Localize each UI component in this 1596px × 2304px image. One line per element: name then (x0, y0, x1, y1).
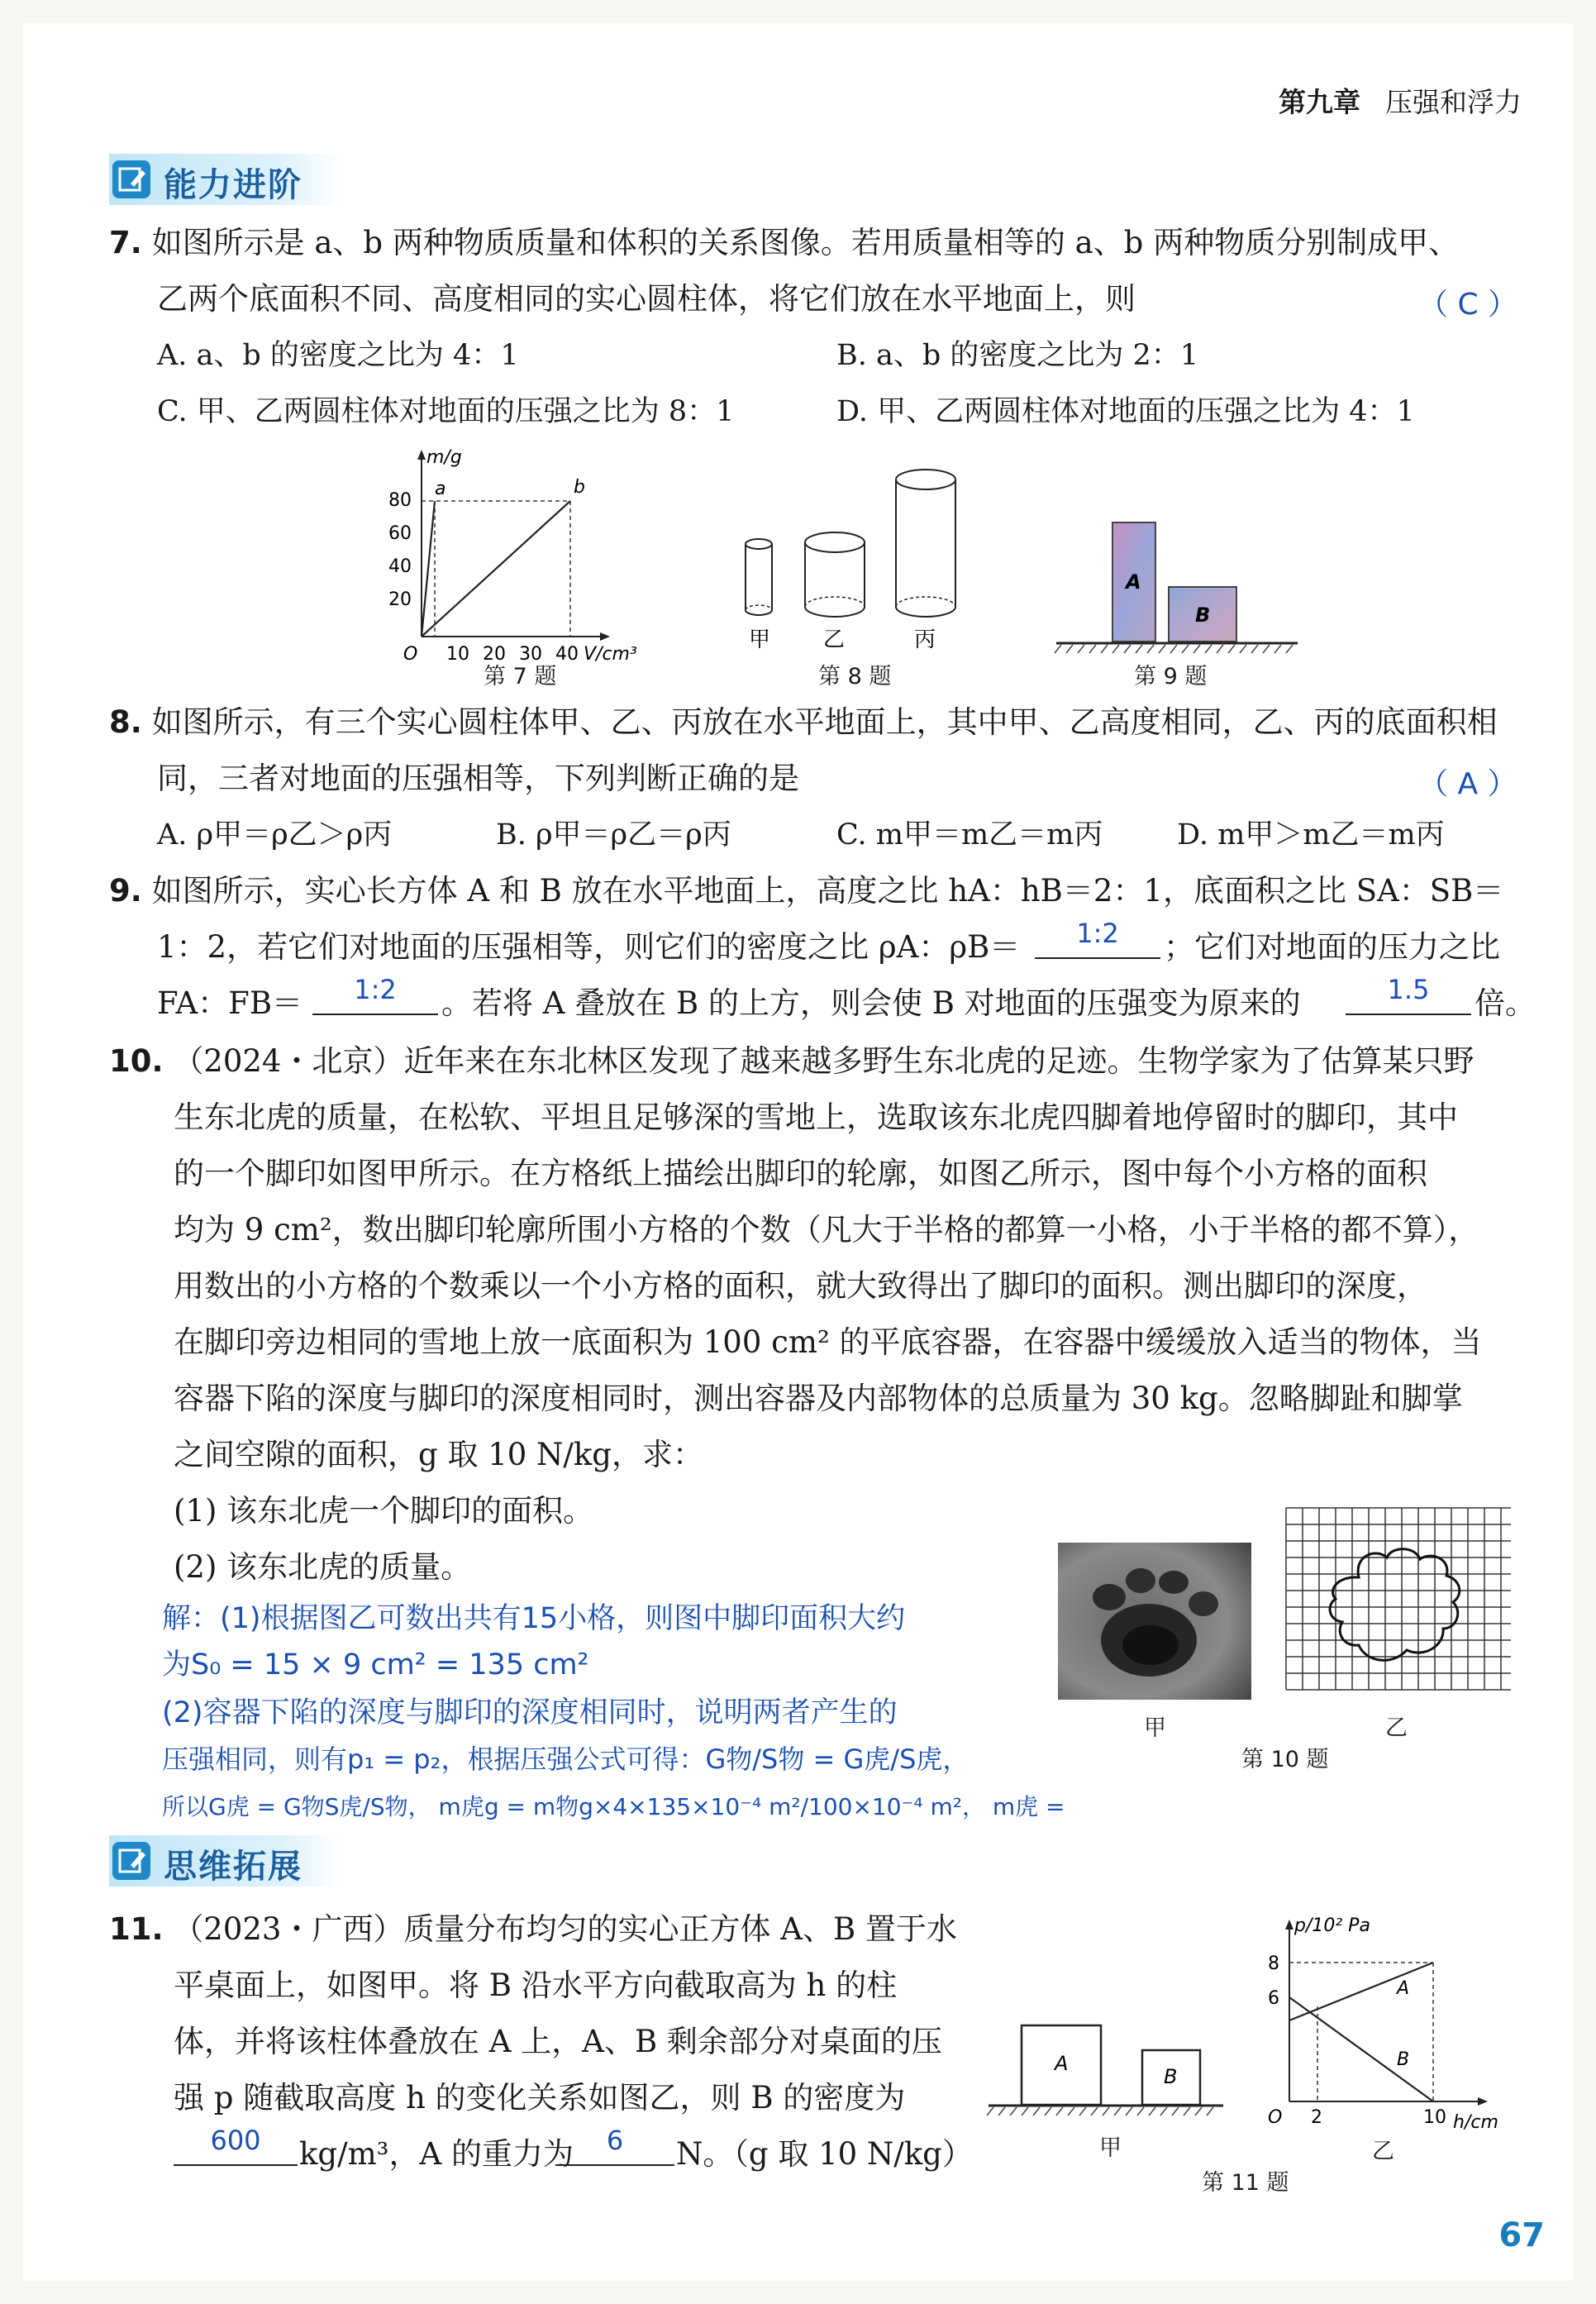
q9-line1 (109, 873, 1503, 909)
q11-line2: 平桌面上，如图甲。将 B 沿水平方向截取高为 h 的柱 (174, 1968, 898, 2003)
figure-11-blocks (980, 2001, 1228, 2116)
section-banner-thinking (109, 1835, 341, 1887)
q9-blank-pressure-multiple[interactable] (1346, 974, 1471, 1015)
figure-9-blocks (1050, 513, 1314, 661)
q9-line3b: 。若将 A 叠放在 B 的上方，则会使 B 对地面的压强变为原来的 (441, 985, 1301, 1021)
fig11-block-b: B (1164, 2065, 1178, 2088)
fig11-label-yi: 乙 (1372, 2139, 1394, 2164)
q11-number: 11. (109, 1911, 164, 1947)
q8-text1: 如图所示，有三个实心圆柱体甲、乙、丙放在水平地面上，其中甲、乙高度相同，乙、丙的底面积相 (151, 704, 1498, 740)
fig7-ytick-40: 40 (388, 556, 412, 577)
fig7-xtick-40: 40 (555, 644, 579, 665)
fig11-xtick-10: 10 (1423, 2107, 1446, 2128)
q10-line6: 在脚印旁边相同的雪地上放一底面积为 100 cm² 的平底容器，在容器中缓缓放入适当的物体，当 (174, 1324, 1482, 1360)
q9-blank3-value: 1.5 (1387, 974, 1430, 1005)
fig7-xlabel: V/cm³ (584, 644, 637, 665)
section-banner-ability (109, 154, 341, 205)
q7-line2: 乙两个底面积不同、高度相同的实心圆柱体，将它们放在水平地面上，则 (157, 281, 1136, 317)
fig11-ytick-6: 6 (1268, 1988, 1279, 2009)
chapter-label: 第九章 (1279, 86, 1360, 118)
fig8-label-bing: 丙 (914, 627, 936, 652)
q7-option-d: D. 甲、乙两圆柱体对地面的压强之比为 4：1 (836, 395, 1415, 428)
fig11-line-b: B (1397, 2049, 1410, 2070)
fig7-ytick-60: 60 (388, 523, 412, 544)
figure-11-graph (1256, 1911, 1537, 2133)
q8-number: 8. (109, 704, 142, 740)
fig7-xtick-20: 20 (483, 644, 506, 665)
chapter-title: 压强和浮力 (1385, 86, 1522, 118)
fig11-xlabel: h/cm (1453, 2112, 1498, 2133)
section-title: 能力进阶 (164, 166, 303, 204)
fig11-caption: 第 11 题 (1202, 2170, 1289, 2196)
q11-blank2-value: 6 (606, 2125, 624, 2156)
running-header (1279, 81, 1522, 120)
q9-blank1-value: 1:2 (1076, 918, 1119, 949)
figure-10-grid-outline (1283, 1505, 1514, 1700)
q9-line3a: FA：FB＝ (157, 985, 303, 1021)
q7-answer: （ C ） (1418, 288, 1518, 322)
q8-option-c: C. m甲＝m乙＝m丙 (836, 818, 1103, 851)
q9-blank-force-ratio[interactable] (312, 974, 438, 1015)
fig9-caption: 第 9 题 (1134, 664, 1208, 689)
q10-text1: （2024・北京）近年来在东北林区发现了越来越多野生东北虎的足迹。生物学家为了估算某只野 (173, 1043, 1475, 1079)
fig11-ylabel: p/10² Pa (1294, 1915, 1370, 1936)
q10-line4: 均为 9 cm²，数出脚印轮廓所围小方格的个数（凡大于半格的都算一小格，小于半格的都不算）， (174, 1212, 1479, 1247)
q10-number: 10. (109, 1043, 164, 1079)
q11-line5a: kg/m³，A 的重力为 (299, 2136, 574, 2172)
q11-line1 (109, 1911, 957, 1948)
fig7-xtick-30: 30 (519, 644, 542, 665)
fig7-ytick-20: 20 (388, 589, 412, 610)
fig10-label-jia: 甲 (1144, 1715, 1166, 1741)
q10-sub2: (2) 该东北虎的质量。 (174, 1549, 472, 1585)
fig11-xtick-2: 2 (1311, 2107, 1322, 2128)
q8-answer: （ A ） (1418, 767, 1517, 801)
q9-line2b: ；它们对地面的压力之比 (1164, 929, 1500, 965)
fig7-label-a: a (435, 479, 446, 499)
q9-blank-density-ratio[interactable] (1035, 918, 1160, 959)
figure-7-graph (372, 446, 669, 686)
fig11-label-jia: 甲 (1099, 2135, 1122, 2161)
fig11-line-a: A (1397, 1978, 1410, 1999)
fig11-ytick-8: 8 (1268, 1953, 1279, 1974)
section-title: 思维拓展 (164, 1848, 303, 1886)
q7-line1 (109, 225, 1459, 261)
q11-blank1-value: 600 (210, 2125, 261, 2156)
q11-text1: （2023・广西）质量分布均匀的实心正方体 A、B 置于水 (173, 1911, 957, 1947)
figure-8-cylinders (727, 463, 992, 661)
page-number: 67 (1498, 2216, 1545, 2254)
q10-line5: 用数出的小方格的个数乘以一个小方格的面积，就大致得出了脚印的面积。测出脚印的深度， (174, 1268, 1427, 1304)
fig9-label-b: B (1195, 603, 1211, 627)
fig11-block-a: A (1055, 2052, 1069, 2075)
q7-text1: 如图所示是 a、b 两种物质质量和体积的关系图像。若用质量相等的 a、b 两种物质分别制成甲、 (151, 225, 1460, 260)
q11-line3: 体，并将该柱体叠放在 A 上，A、B 剩余部分对桌面的压 (174, 2024, 942, 2059)
q11-blank-weight[interactable] (555, 2125, 674, 2166)
fig8-label-jia: 甲 (749, 627, 771, 652)
q10-solution-line4: 压强相同，则有p₁ = p₂，根据压强公式可得：G物/S物 = G虎/S虎， (162, 1744, 970, 1775)
fig10-caption: 第 10 题 (1241, 1747, 1329, 1772)
q8-option-b: B. ρ甲＝ρ乙＝ρ丙 (496, 818, 731, 851)
fig8-label-yi: 乙 (823, 627, 846, 652)
pencil-note-icon (112, 160, 150, 198)
figure-10-footprint-photo (1058, 1543, 1251, 1700)
q10-line2: 生东北虎的质量，在松软、平坦且足够深的雪地上，选取该东北虎四脚着地停留时的脚印，其中 (174, 1100, 1458, 1135)
fig7-origin: O (403, 644, 418, 665)
q7-option-b: B. a、b 的密度之比为 2：1 (836, 339, 1199, 372)
fig11-origin: O (1268, 2107, 1283, 2128)
q10-solution-line2: 为S₀ = 15 × 9 cm² = 135 cm² (162, 1648, 589, 1681)
q9-number: 9. (109, 873, 142, 909)
q11-line4: 强 p 随截取高度 h 的变化关系如图乙，则 B 的密度为 (174, 2080, 906, 2116)
q7-number: 7. (109, 225, 142, 260)
q10-line8: 之间空隙的面积，g 取 10 N/kg，求： (174, 1437, 703, 1472)
q7-option-a: A. a、b 的密度之比为 4：1 (157, 339, 519, 372)
q8-option-d: D. m甲＞m乙＝m丙 (1177, 818, 1445, 851)
q10-sub1: (1) 该东北虎一个脚印的面积。 (174, 1493, 594, 1529)
q11-blank-density[interactable] (174, 2125, 298, 2166)
q8-line2: 同，三者对地面的压强相等，下列判断正确的是 (157, 761, 799, 796)
q10-line7: 容器下陷的深度与脚印的深度相同时，测出容器及内部物体的总质量为 30 kg。忽略脚趾和脚掌 (174, 1381, 1463, 1416)
fig7-xtick-10: 10 (446, 644, 469, 665)
q9-blank2-value: 1:2 (354, 974, 397, 1005)
fig10-label-yi: 乙 (1385, 1715, 1408, 1741)
fig7-label-b: b (574, 477, 585, 498)
fig7-ytick-80: 80 (388, 490, 412, 511)
q10-line1 (109, 1043, 1474, 1080)
q10-solution-line1: 解：(1)根据图乙可数出共有15小格，则图中脚印面积大约 (162, 1602, 906, 1635)
q10-solution-line5: 所以G虎 = G物S虎/S物， m虎g = m物g×4×135×10⁻⁴ m²/100×10⁻⁴ m²， m虎 = (162, 1793, 1065, 1820)
q7-option-c: C. 甲、乙两圆柱体对地面的压强之比为 8：1 (157, 395, 735, 428)
q9-line2a: 1：2，若它们对地面的压强相等，则它们的密度之比 ρA：ρB＝ (157, 929, 1021, 965)
q9-line3c: 倍。 (1475, 985, 1536, 1021)
fig9-label-a: A (1126, 570, 1141, 594)
q11-line5b: N。（g 取 10 N/kg） (676, 2136, 973, 2172)
q8-line1 (109, 704, 1498, 741)
q9-text1: 如图所示，实心长方体 A 和 B 放在水平地面上，高度之比 hA：hB＝2：1，底面积之比 SA：SB＝ (151, 873, 1504, 909)
fig7-caption: 第 7 题 (484, 664, 557, 689)
fig8-caption: 第 8 题 (818, 664, 892, 689)
fig7-ylabel: m/g (426, 447, 462, 468)
q8-option-a: A. ρ甲＝ρ乙＞ρ丙 (157, 818, 393, 851)
q10-line3: 的一个脚印如图甲所示。在方格纸上描绘出脚印的轮廓，如图乙所示，图中每个小方格的面积 (174, 1156, 1427, 1191)
q10-solution-line3: (2)容器下陷的深度与脚印的深度相同时，说明两者产生的 (162, 1696, 898, 1729)
pencil-note-icon (112, 1842, 150, 1880)
